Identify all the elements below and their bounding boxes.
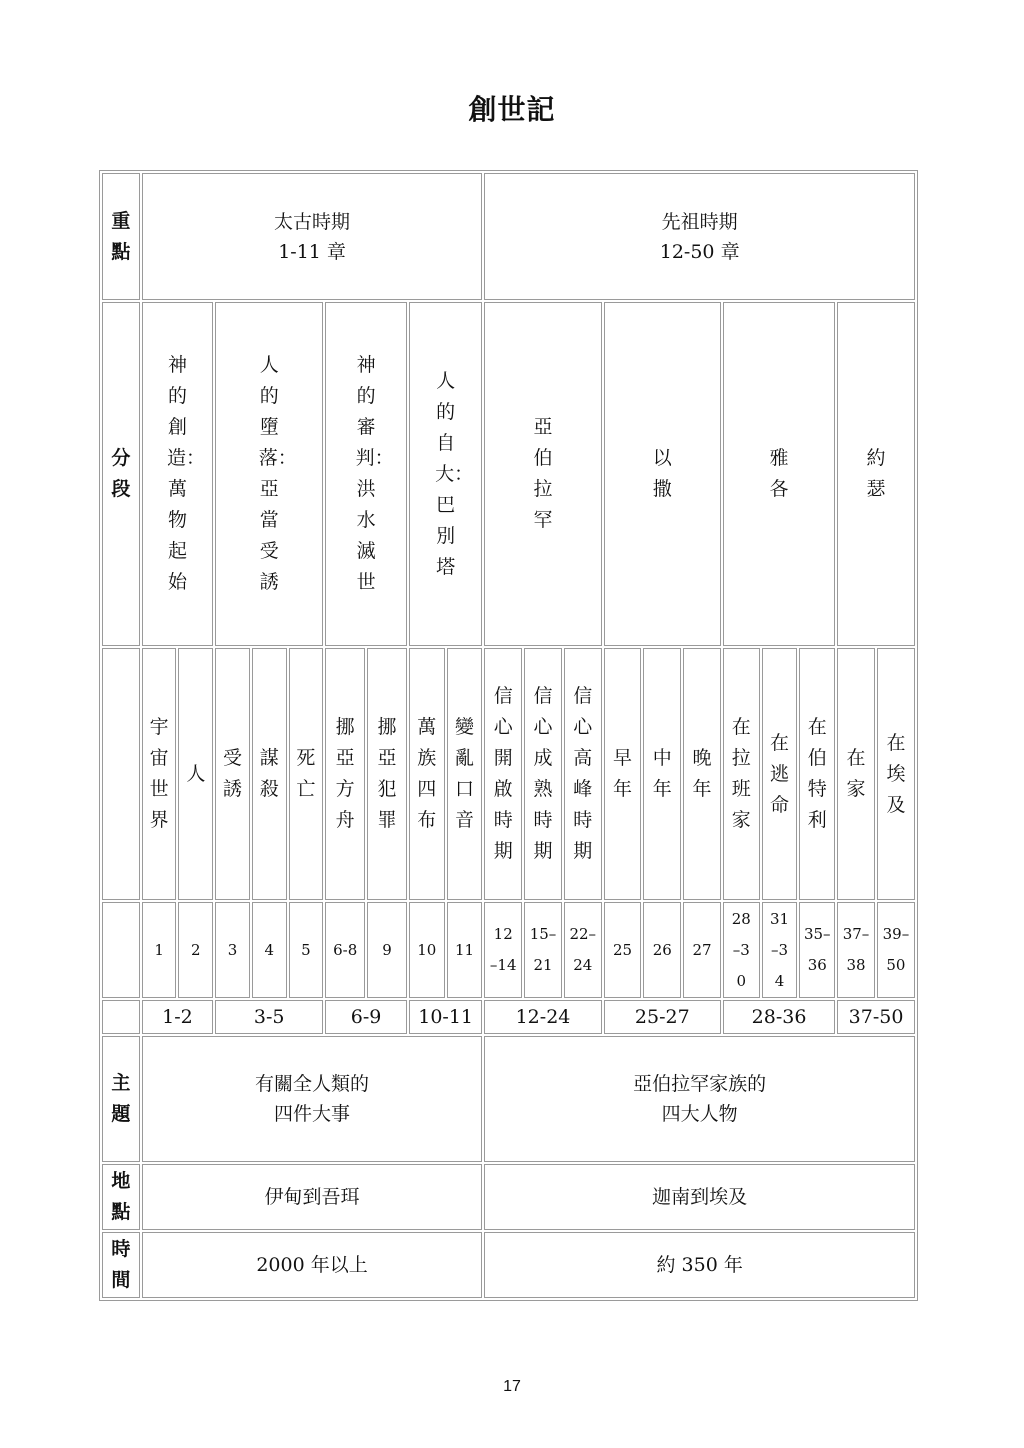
chapter-group-cell: 12-24	[484, 1000, 601, 1034]
subdivision-cell: 晚年	[683, 648, 721, 900]
row-label-theme: 主題	[102, 1036, 140, 1162]
division-isaac: 以撒	[604, 302, 721, 646]
subdivision-cell: 信心高峰時期	[564, 648, 602, 900]
chapter-cell: 12 –14	[484, 902, 522, 998]
subdivision-cell: 中年	[643, 648, 681, 900]
chapter-group-cell: 6-9	[325, 1000, 407, 1034]
subdivision-cell: 信心開啟時期	[484, 648, 522, 900]
subdivision-cell: 挪亞方舟	[325, 648, 365, 900]
row-label-subdivision	[102, 648, 140, 900]
chapter-cell: 2	[178, 902, 213, 998]
division-flood: 神的審判：洪水滅世	[325, 302, 407, 646]
chapter-group-cell: 37-50	[837, 1000, 915, 1034]
theme-family-line1: 亞伯拉罕家族的	[633, 1073, 767, 1095]
row-label-focus: 重點	[102, 173, 140, 300]
focus-patriarchal	[484, 173, 915, 300]
chapter-cell: 37–38	[837, 902, 875, 998]
division-row	[102, 302, 915, 646]
focus-patriarchal-name: 先祖時期	[661, 210, 738, 233]
subdivision-cell: 謀殺	[252, 648, 287, 900]
focus-row	[102, 173, 915, 300]
chapter-group-cell: 1-2	[142, 1000, 213, 1034]
theme-mankind-line1: 有關全人類的	[255, 1073, 370, 1095]
chapter-cell: 5	[289, 902, 324, 998]
theme-mankind	[142, 1036, 483, 1162]
chapter-cell: 27	[683, 902, 721, 998]
chapter-cell: 9	[367, 902, 407, 998]
subdivision-cell: 宇宙世界	[142, 648, 177, 900]
chapter-group-cell: 28-36	[723, 1000, 835, 1034]
subdivision-cell: 死亡	[289, 648, 324, 900]
subdivision-cell: 變亂口音	[447, 648, 483, 900]
theme-family-line2: 四大人物	[661, 1103, 738, 1125]
time-primeval: 2000 年以上	[142, 1232, 483, 1298]
division-abraham: 亞伯拉罕	[484, 302, 601, 646]
focus-primeval	[142, 173, 483, 300]
chapter-cell: 6-8	[325, 902, 365, 998]
row-label-chapter	[102, 902, 140, 998]
chapter-group-cell: 3-5	[215, 1000, 323, 1034]
row-label-chapter-group	[102, 1000, 140, 1034]
chapter-cell: 31 –34	[762, 902, 798, 998]
division-joseph: 約瑟	[837, 302, 915, 646]
focus-patriarchal-chapters: 12-50 章	[659, 240, 740, 263]
location-row	[102, 1164, 915, 1230]
chapter-cell: 4	[252, 902, 287, 998]
subdivision-cell: 信心成熟時期	[524, 648, 562, 900]
subdivision-cell: 在家	[837, 648, 875, 900]
division-babel: 人的自大：巴別塔	[409, 302, 482, 646]
focus-primeval-name: 太古時期	[274, 210, 351, 233]
chapter-cell: 10	[409, 902, 445, 998]
chapter-cell: 26	[643, 902, 681, 998]
chapter-cell: 39–50	[877, 902, 915, 998]
division-jacob: 雅各	[723, 302, 835, 646]
focus-primeval-chapters: 1-11 章	[278, 240, 346, 263]
row-label-time: 時間	[102, 1232, 140, 1298]
chapter-cell: 22–24	[564, 902, 602, 998]
row-label-division: 分段	[102, 302, 140, 646]
theme-row	[102, 1036, 915, 1162]
chapter-row	[102, 902, 915, 998]
subdivision-cell: 早年	[604, 648, 642, 900]
genesis-overview-table	[99, 170, 918, 1301]
subdivision-cell: 在逃命	[762, 648, 798, 900]
chapter-group-cell: 25-27	[604, 1000, 721, 1034]
chapter-cell: 3	[215, 902, 250, 998]
chapter-cell: 35–36	[799, 902, 835, 998]
page-number: 17	[503, 1378, 521, 1395]
division-creation: 神的創造：萬物起始	[142, 302, 213, 646]
theme-family	[484, 1036, 915, 1162]
chapter-cell: 28 –30	[723, 902, 760, 998]
time-patriarchal: 約 350 年	[484, 1232, 915, 1298]
chapter-cell: 11	[447, 902, 483, 998]
subdivision-cell: 在拉班家	[723, 648, 760, 900]
location-primeval: 伊甸到吾珥	[142, 1164, 483, 1230]
division-fall: 人的墮落：亞當受誘	[215, 302, 323, 646]
time-row	[102, 1232, 915, 1298]
chapter-cell: 1	[142, 902, 177, 998]
row-label-location: 地點	[102, 1164, 140, 1230]
subdivision-row	[102, 648, 915, 900]
theme-mankind-line2: 四件大事	[274, 1103, 351, 1125]
location-patriarchal: 迦南到埃及	[484, 1164, 915, 1230]
chapter-cell: 15–21	[524, 902, 562, 998]
subdivision-cell: 在伯特利	[799, 648, 835, 900]
subdivision-cell: 在埃及	[877, 648, 915, 900]
subdivision-cell: 受誘	[215, 648, 250, 900]
subdivision-cell: 挪亞犯罪	[367, 648, 407, 900]
chapter-group-cell: 10-11	[409, 1000, 482, 1034]
subdivision-cell: 人	[178, 648, 213, 900]
chapter-group-row	[102, 1000, 915, 1034]
subdivision-cell: 萬族四布	[409, 648, 445, 900]
page-title: 創世記	[468, 93, 556, 126]
chapter-cell: 25	[604, 902, 642, 998]
